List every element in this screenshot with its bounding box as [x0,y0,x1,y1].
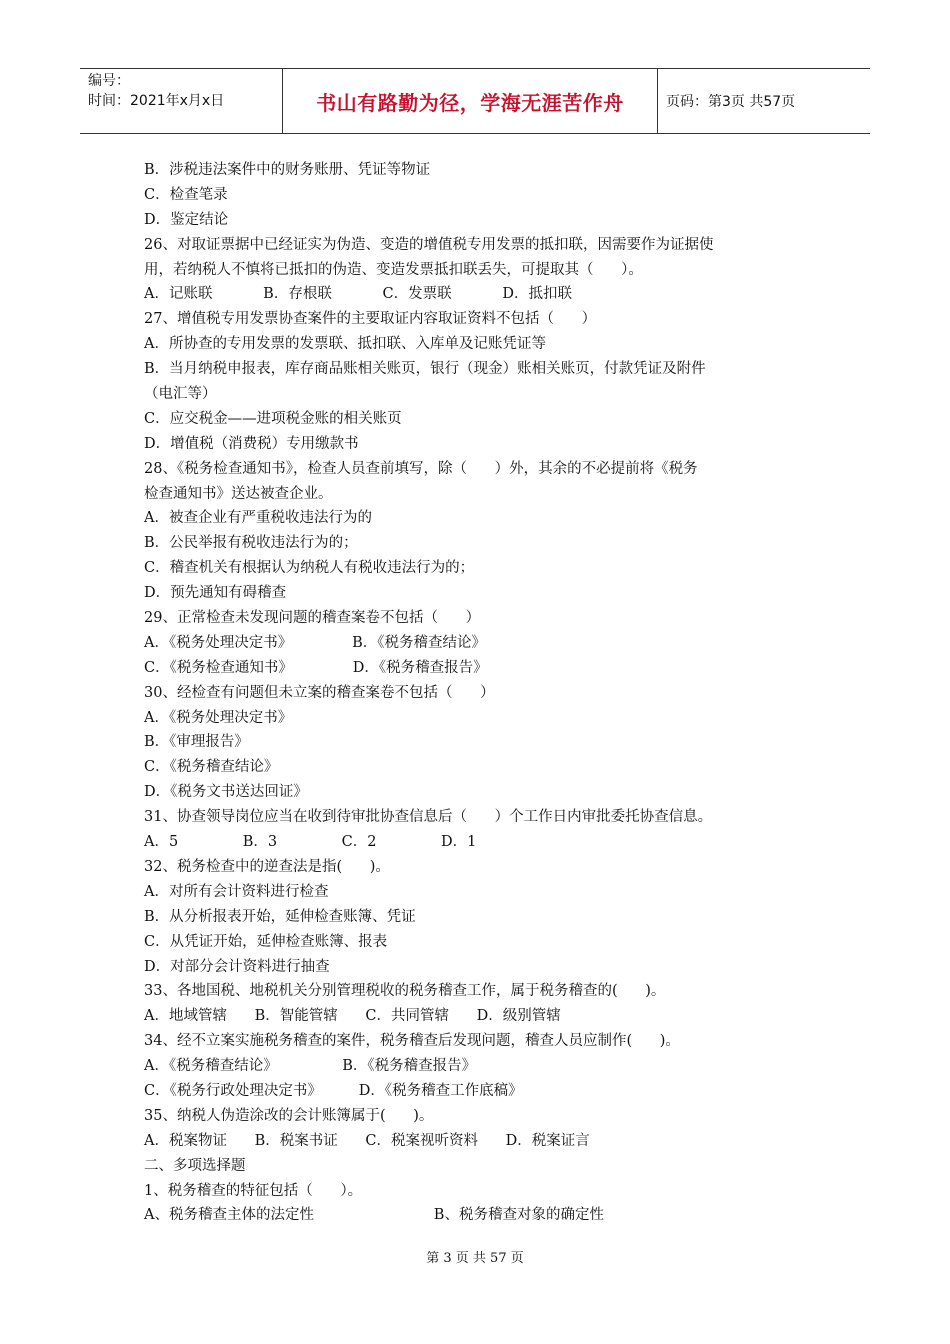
text-line: A．《税务处理决定书》 [144,709,293,726]
page-footer: 第 3 页 共 57 页 [426,1251,524,1266]
text-line: 32、税务检查中的逆查法是指( )。 [144,858,390,875]
text-line: A．被查企业有严重税收违法行为的 [144,510,372,527]
text-line: B．公民举报有税收违法行为的； [144,535,358,552]
document-date-label: 时间：2021年x月x日 [88,93,225,109]
text-line: C．稽查机关有根据认为纳税人有税收违法行为的； [144,560,475,577]
header-slogan: 书山有路勤为径，学海无涯苦作舟 [282,69,658,133]
text-line: 30、经检查有问题但未立案的稽查案卷不包括（ ） [144,684,495,701]
text-line: D．增值税（消费税）专用缴款书 [144,435,359,452]
text-line: 35、纳税人伪造涂改的会计账簿属于( )。 [144,1107,434,1124]
text-line: A．地域管辖 B．智能管辖 C．共同管辖 D．级别管辖 [144,1008,561,1025]
text-line: 31、协查领导岗位应当在收到待审批协查信息后（ ）个工作日内审批委托协查信息。 [144,809,713,826]
text-line: 28、《税务检查通知书》，检查人员查前填写，除（ ）外，其余的不必提前将《税务 [144,460,698,477]
text-line: C．检查笔录 [144,186,228,203]
text-line: 27、增值税专用发票协查案件的主要取证内容取证资料不包括（ ） [144,311,597,328]
text-line: C．《税务检查通知书》 D．《税务稽查报告》 [144,659,488,676]
text-line: 用，若纳税人不慎将已抵扣的伪造、变造发票抵扣联丢失，可提取其（ ）。 [144,261,643,278]
text-line: B．当月纳税申报表，库存商品账相关账页，银行（现金）账相关账页，付款凭证及附件 [144,361,706,378]
text-line: （电汇等） [144,386,217,403]
text-line: A．记账联 B．存根联 C．发票联 D．抵扣联 [144,286,572,303]
text-line: 29、正常检查未发现问题的稽查案卷不包括（ ） [144,610,481,627]
text-line: D．对部分会计资料进行抽查 [144,958,330,975]
text-line: C．《税务稽查结论》 [144,759,279,776]
document-number-label: 编号： [88,73,130,89]
text-line: B．《审理报告》 [144,734,249,751]
header-meta [80,69,282,133]
text-line: A、税务稽查主体的法定性 B、税务稽查对象的确定性 [144,1207,604,1224]
text-line: B．从分析报表开始，延伸检查账簿、凭证 [144,908,416,925]
page-header [80,68,870,134]
text-line: 26、对取证票据中已经证实为伪造、变造的增值税专用发票的抵扣联，因需要作为证据使 [144,236,714,253]
text-line: B．涉税违法案件中的财务账册、凭证等物证 [144,162,431,178]
text-line: D．鉴定结论 [144,211,229,228]
text-line: C．应交税金——进项税金账的相关账页 [144,410,402,427]
text-line: A．对所有会计资料进行检查 [144,883,329,900]
header-page-label: 页码：第3页 共57页 [666,94,796,110]
text-line: A．5 B．3 C．2 D．1 [144,834,477,851]
text-line: 33、各地国税、地税机关分别管理税收的税务稽查工作，属于税务稽查的( )。 [144,983,666,1000]
text-line: C．《税务行政处理决定书》 D．《税务稽查工作底稿》 [144,1082,523,1099]
text-line: 检查通知书》送达被查企业。 [144,485,333,502]
text-line: A．所协查的专用发票的发票联、抵扣联、入库单及记账凭证等 [144,336,546,353]
text-line: C．从凭证开始，延伸检查账簿、报表 [144,933,388,950]
text-line: 1、税务稽查的特征包括（ ）。 [144,1182,363,1199]
text-line: A．税案物证 B．税案书证 C．税案视听资料 D．税案证言 [144,1132,590,1149]
text-line: 34、经不立案实施税务稽查的案件，税务稽查后发现问题，稽查人员应制作( )。 [144,1033,680,1050]
text-line: 二、多项选择题 [144,1157,246,1174]
text-line: A．《税务稽查结论》 B．《税务稽查报告》 [144,1058,477,1075]
document-body [144,158,824,1228]
text-line: D．《税务文书送达回证》 [144,784,308,801]
text-line: D．预先通知有碍稽查 [144,585,287,602]
text-line: A．《税务处理决定书》 B．《税务稽查结论》 [144,634,487,651]
